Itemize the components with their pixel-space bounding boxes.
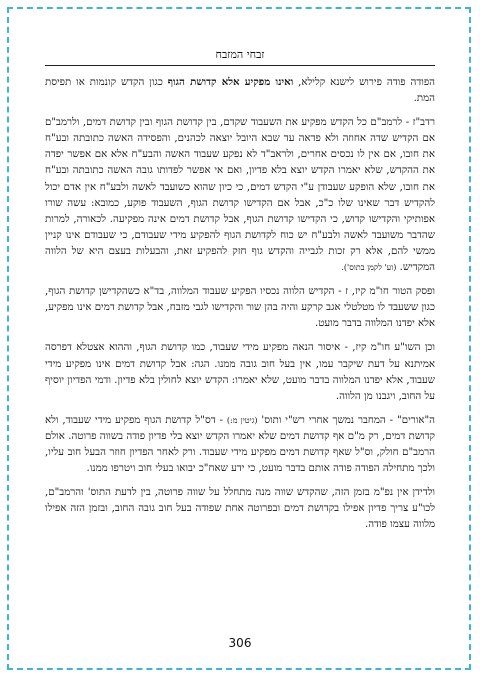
paragraph — [45, 74, 435, 107]
paragraph-text: הפודה פודה פירוש לישנא קלילא, — [293, 77, 436, 88]
paragraph — [45, 340, 435, 404]
paragraph-text: ולדידן אין נפ"מ בזמן הזה, שהקדש שווה מנה מתחלל על שווה פרוטה, בין לדעת התוס' והרמב"ם, לכו"ע צריך פדיון אפילו בקדושת דמים ובפרוטה אחת שפודה בעל חוב גובה החוב, ובזמן הזה אפילו מלווה עצמו פודה. — [45, 487, 435, 531]
bold-text: ואינו מפקיע אלא קדושת הגוף — [167, 76, 294, 88]
paragraph-text: רדב"ז - לרמב"ם כל הקדש מפקיע את השעבוד שקדם, בין קדושת הגוף ובין קדושת דמים, ולרמב"ם אם הקדיש שדה אחוזה ולא פדאה עד שבא היובל יוצאה לכהנים, והפסידה האשה כתובתה ובע"ח את חובו, אם אין לו נכסים אחרים, ולראב"ד לא נפקע שעבוד האשה והבע"ח אלא אם אפשר יפדה את ההקדש, שלא יאמרו הקדש יוצא בלא פדיון, ואם אי אפשר לפדותו גובה האשה כתובתה ובע"ח את חובו, שלא הופקע שעבודן ע"י הקדש דמים, כי כיון שהוא כשועבד לאשה ולבע"ח אין אדם יכול להקדיש דבר שאינו שלו כ"כ, אבל אם הקדישו קדושת הגוף, השעבוד פוקע, כמובא: עשה שורו אפותיקי והקדישו קדוש, כי הקדישו קדושת הגוף, אבל קדושת דמים אינה מפקיעה. לכאורה, למרות שהדבר משועבד לאשה ולבע"ח יש כוח לקדושת הגוף להפקיע מידי שעבודם, כי שעבודם אינו קניין ממשי להם, אלא רק זכות לגבייה והקדש גוף חזק להפקיע זאת, והבעלות בעצם היא של הלווה המקדיש. — [45, 117, 435, 274]
paragraph — [45, 115, 435, 276]
paragraph-text: ופסק הטור חו"מ קיז, ז - הקדיש הלווה נכסיו הפקיע שעבוד המלווה, בד"א כשהקדישן קדושת הגוף, כגון ששעבד לו מטלטלי אגב קרקע והיה בהן שור והקדישו לגבי מזבח, אבל קדושת דמים אינו מפקיע, אלא יפדנו המלווה בדבר מועט. — [45, 286, 435, 330]
paragraph-text: כגון הקדש קונמות או תפיסת המת. — [45, 77, 435, 105]
page-number: 306 — [228, 636, 252, 650]
paragraph-text: ה"אורים" - המחבר נמשך אחרי רש"י ותוס' — [257, 414, 436, 426]
paragraph — [45, 413, 435, 477]
paragraph-text: - דס"ל קדושת הגוף מפקיע מידי שעבוד, ולא קדושת דמים, רק מ"ם אף קדושת דמים שלא יאמרו הקדש יוצא בלי פדיון פודה בשווה פרוטה. אולם הרמב"ם חולק, וס"ל שאף קדושת דמים מפקיע מידי שעבוד. ורק לאחר הפדיון חוזר הבעל חוב עליו, ולכך מתחילה הפודה פודה אותם בדבר מועט, כי ידע שאח"כ יבואו בעלי חוב ויטרפו ממנו. — [45, 414, 435, 475]
paragraph — [45, 485, 435, 533]
document-body — [45, 74, 435, 541]
running-header — [45, 43, 435, 66]
citation-text: (וע' לקמן בתוס'). — [341, 263, 397, 273]
header-title: זבחי המזבח — [215, 48, 265, 61]
paragraph-text: וכן השו"ע חו"מ קיז, - איסור הנאה מפקיע מידי שעבוד, כמו קדושת הגוף, וההוא אצטלא דפרסה אמיתנא על דעת שיקבר עמו, אין בעל חוב גובה ממנו. הגה: אבל קדושת דמים אינו מפקיע מידי שעבוד, אלא יפדנו המלווה בדבר מועט, שלא יאמרו: הקדש יוצא לחולין בלא פדיון. ודמי הפדיון יוסיף על החוב, ויגבנו מן הלווה. — [45, 342, 435, 402]
paragraph — [45, 284, 435, 332]
citation-text: (גיטין מ:) — [226, 415, 258, 425]
